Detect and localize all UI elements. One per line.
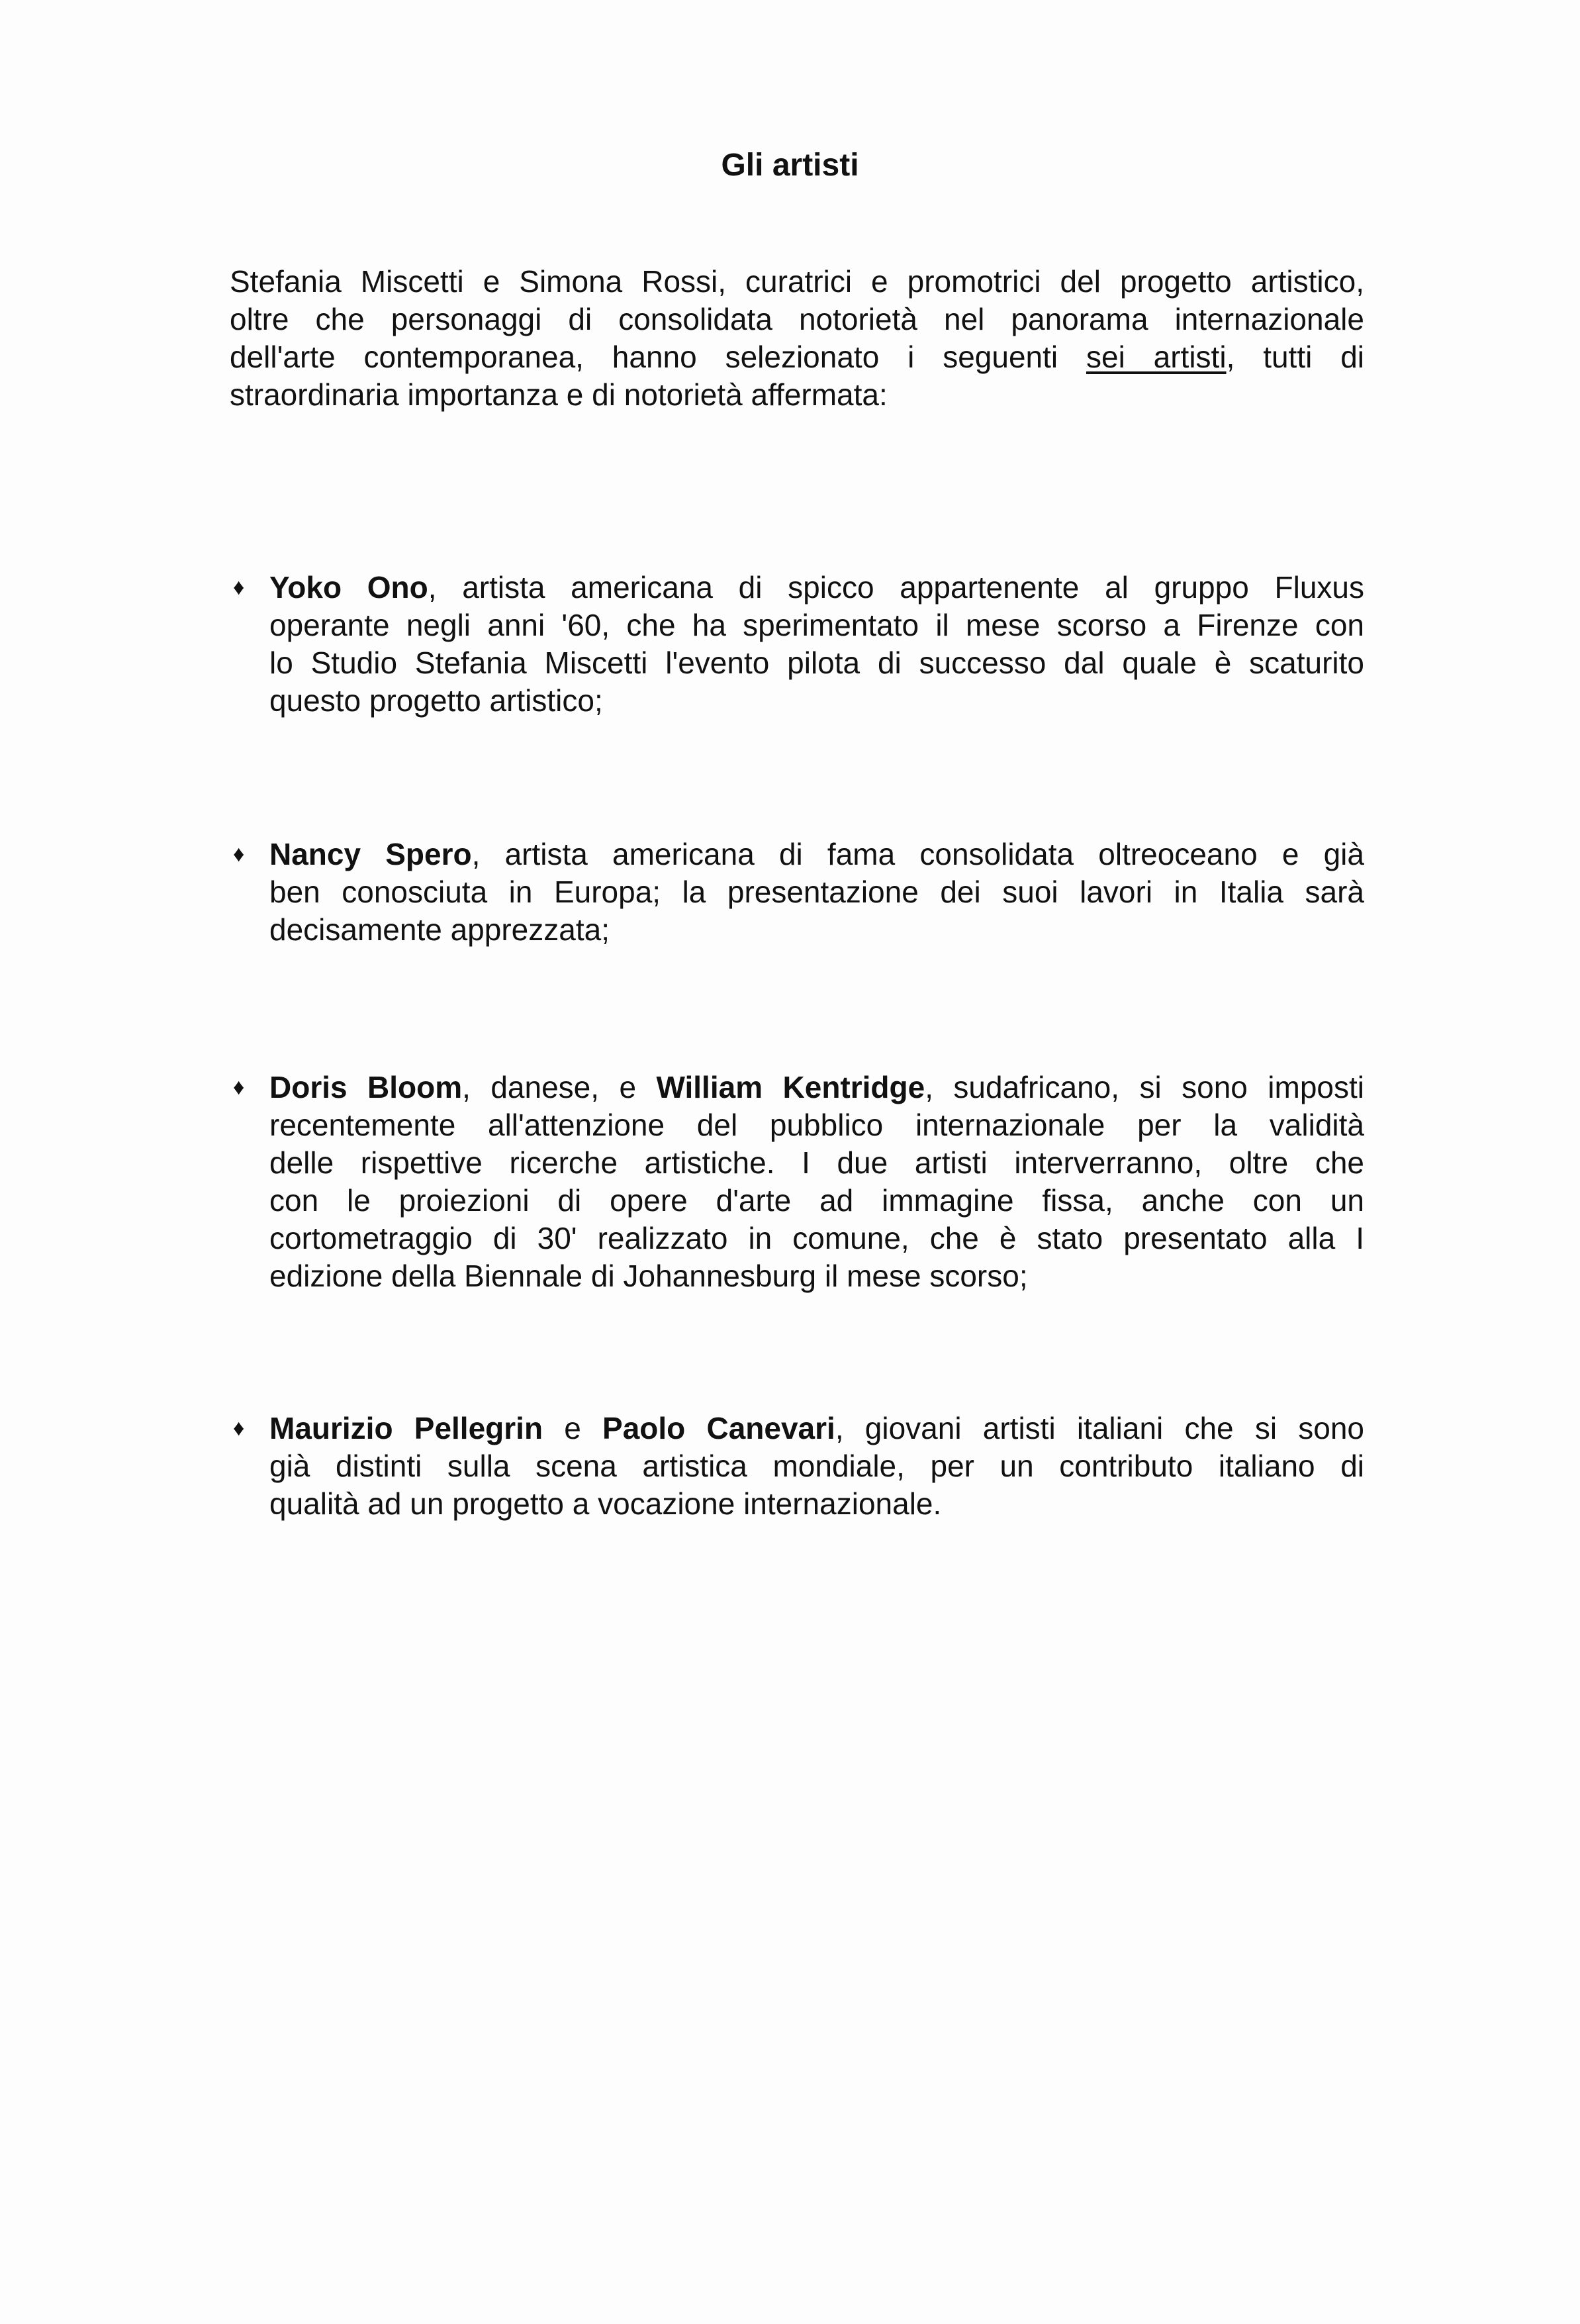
diamond-bullet-icon: ♦ [233, 1075, 245, 1100]
text-line [269, 1069, 1364, 1106]
artist-name: Doris Bloom [269, 1070, 463, 1104]
artist-list-item [269, 569, 1364, 720]
text-segment: , danese, e [462, 1070, 657, 1104]
text-segment: cortometraggio di 30' realizzato in comune, che è stato presentato alla I [269, 1221, 1364, 1255]
page-title: Gli artisti [721, 148, 859, 183]
text-segment: , artista americana di spicco appartenente al gruppo Fluxus [428, 570, 1364, 605]
text-line [269, 644, 1364, 682]
artist-name: Nancy Spero [269, 837, 472, 871]
text-segment: recentemente all'attenzione del pubblico internazionale per la validità [269, 1108, 1364, 1142]
text-segment: già distinti sulla scena artistica mondiale, per un contributo italiano di [269, 1449, 1364, 1483]
text-line [269, 1410, 1364, 1447]
text-segment: oltre che personaggi di consolidata notorietà nel panorama internazionale [230, 302, 1364, 336]
text-segment: dell'arte contemporanea, hanno selezionato i seguenti [230, 340, 1086, 374]
underlined-text: sei artisti [1086, 340, 1227, 374]
text-line [269, 1144, 1364, 1182]
artist-list-item [269, 836, 1364, 949]
text-segment: , tutti di [1226, 340, 1364, 374]
text-segment: , artista americana di fama consolidata oltreoceano e già [471, 837, 1364, 871]
text-segment: decisamente apprezzata; [269, 912, 610, 947]
text-line [230, 263, 1364, 301]
text-line [269, 1447, 1364, 1485]
text-segment: qualità ad un progetto a vocazione internazionale. [269, 1486, 942, 1521]
diamond-bullet-icon: ♦ [233, 842, 245, 867]
text-line [269, 1106, 1364, 1144]
text-line [269, 1220, 1364, 1257]
diamond-bullet-icon: ♦ [233, 1416, 245, 1441]
text-line [230, 338, 1364, 376]
text-segment: delle rispettive ricerche artistiche. I due artisti interverranno, oltre che [269, 1145, 1364, 1180]
text-segment: lo Studio Stefania Miscetti l'evento pilota di successo dal quale è scaturito [269, 646, 1364, 680]
text-line [269, 1182, 1364, 1220]
artist-name: Paolo Canevari [602, 1411, 835, 1445]
text-line [269, 1485, 1364, 1523]
text-segment: edizione della Biennale di Johannesburg il mese scorso; [269, 1259, 1028, 1293]
diamond-bullet-icon: ♦ [233, 575, 245, 600]
artist-list-item [269, 1410, 1364, 1523]
artist-name: Maurizio Pellegrin [269, 1411, 543, 1445]
text-segment: straordinaria importanza e di notorietà affermata: [230, 377, 888, 412]
text-line [230, 376, 1364, 414]
artist-name: Yoko Ono [269, 570, 428, 605]
text-line [269, 569, 1364, 606]
text-line [269, 873, 1364, 911]
text-line [269, 1257, 1364, 1295]
text-segment: operante negli anni '60, che ha sperimentato il mese scorso a Firenze con [269, 608, 1364, 642]
text-segment: questo progetto artistico; [269, 683, 603, 718]
text-line [269, 682, 1364, 720]
text-segment: Stefania Miscetti e Simona Rossi, curatrici e promotrici del progetto artistico, [230, 264, 1364, 299]
artist-name: William Kentridge [656, 1070, 925, 1104]
text-line [230, 301, 1364, 338]
text-segment: e [543, 1411, 603, 1445]
text-segment: con le proiezioni di opere d'arte ad immagine fissa, anche con un [269, 1183, 1364, 1218]
text-line [269, 836, 1364, 873]
text-line [269, 911, 1364, 949]
intro-paragraph [230, 263, 1364, 414]
text-segment: , sudafricano, si sono imposti [925, 1070, 1364, 1104]
text-line [269, 606, 1364, 644]
text-segment: , giovani artisti italiani che si sono [835, 1411, 1364, 1445]
artist-list-item [269, 1069, 1364, 1295]
text-segment: ben conosciuta in Europa; la presentazione dei suoi lavori in Italia sarà [269, 875, 1364, 909]
